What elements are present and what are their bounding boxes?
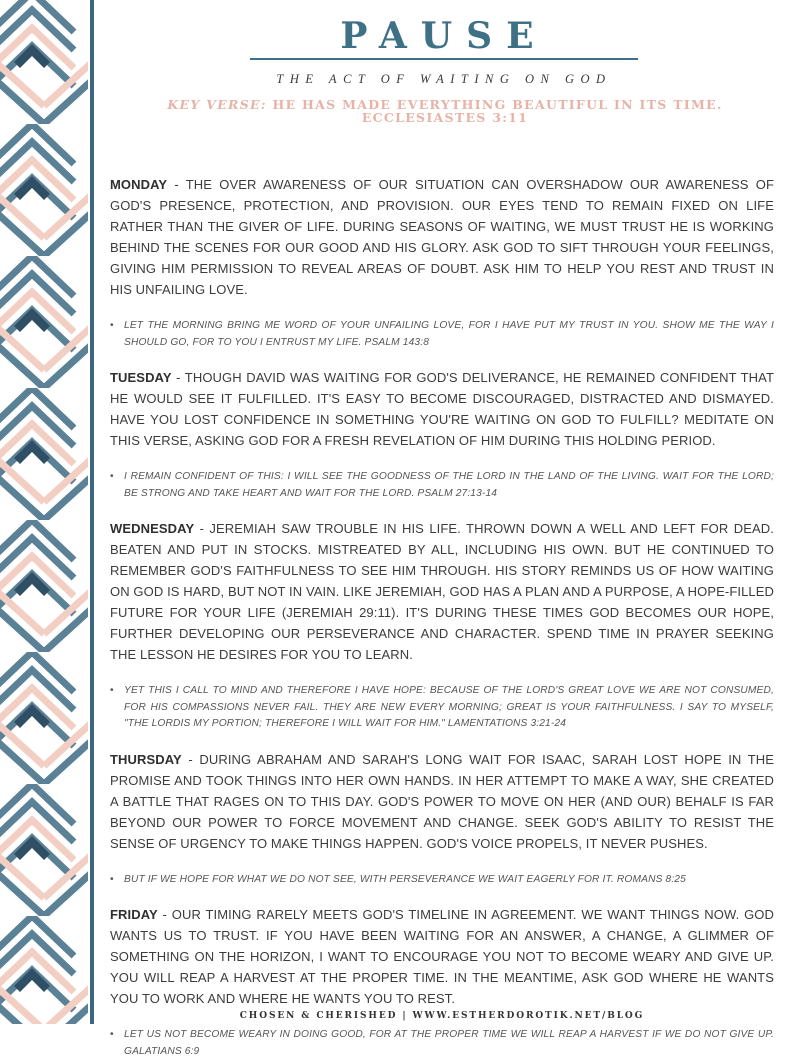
day-paragraph	[110, 904, 774, 1009]
chevron-pattern-icon	[0, 0, 88, 1024]
day-text: - DURING ABRAHAM AND SARAH'S LONG WAIT FOR ISAAC, SARAH LOST HOPE IN THE PROMISE AND TOOK THINGS INTO HER OWN HANDS. IN HER ATTEMPT TO MAKE A WAY, SHE CREATED A BATTLE THAT RAGES ON TO THIS DAY. GOD'S POWER TO MOVE ON HER (AND OUR) BEHALF IS FAR BEYOND OUR POWER TO FORCE MOVEMENT AND CHANGE. SEEK GOD'S ABILITY TO RESIST THE SENSE OF URGENCY TO MAKE THINGS HAPPEN. GOD'S VOICE PROPELS, IT NEVER PUSHES.	[110, 751, 774, 851]
day-name: MONDAY	[110, 177, 168, 192]
day-paragraph	[110, 174, 774, 300]
day-text: - JEREMIAH SAW TROUBLE IN HIS LIFE. THROWN DOWN A WELL AND LEFT FOR DEAD. BEATEN AND PUT IN STOCKS. MISTREATED BY ALL, INCLUDING HIS OWN. BUT HE CONTINUED TO REMEMBER GOD'S FAITHFULNESS TO SEE HIM THROUGH. HIS STORY REMINDS US OF HOW WAITING ON GOD IS HARD, BUT NOT IN VAIN. LIKE JEREMIAH, GOD HAS A PLAN AND A PURPOSE, A HOPE-FILLED FUTURE FOR YOUR LIFE (JEREMIAH 29:11). IT'S DURING THESE TIMES GOD BECOMES OUR HOPE, FURTHER DEVELOPING OUR PERSEVERANCE AND CHARACTER. SPEND TIME IN PRAYER SEEKING THE LESSON HE DESIRES FOR YOU TO LEARN.	[110, 521, 774, 662]
day-paragraph	[110, 749, 774, 854]
verse-bullet: • YET THIS I CALL TO MIND AND THEREFORE I HAVE HOPE: BECAUSE OF THE LORD'S GREAT LOVE WE ARE NOT CONSUMED, FOR HIS COMPASSIONS NEVER FAIL. THEY ARE NEW EVERY MORNING; GREAT IS YOUR FAITHFULNESS. I SAY TO MYSELF, "THE LORDIS MY PORTION; THEREFORE I WILL WAIT FOR HIM." LAMENTATIONS 3:21-24	[110, 683, 774, 733]
day-name: THURSDAY	[110, 751, 182, 767]
verse-bullet: • LET US NOT BECOME WEARY IN DOING GOOD, FOR AT THE PROPER TIME WE WILL REAP A HARVEST IF WE DO NOT GIVE UP. GALATIANS 6:9	[110, 1027, 774, 1060]
day-paragraph	[110, 518, 774, 665]
day-text: - THOUGH DAVID WAS WAITING FOR GOD'S DELIVERANCE, HE REMAINED CONFIDENT THAT HE WOULD SEE IT FULFILLED. IT'S EASY TO BECOME DISCOURAGED, DISTRACTED AND DISMAYED. HAVE YOU LOST CONFIDENCE IN SOMETHING YOU'RE WAITING ON GOD TO FULFILL? MEDITATE ON THIS VERSE, ASKING GOD FOR A FRESH REVELATION OF HIM DURING THIS HOLDING PERIOD.	[110, 370, 774, 448]
day-name: TUESDAY	[110, 370, 172, 385]
day-name: FRIDAY	[110, 907, 158, 922]
day-section-tuesday	[110, 367, 774, 502]
title-underline	[250, 58, 638, 60]
page-content	[110, 0, 774, 1060]
verse-bullet: • LET THE MORNING BRING ME WORD OF YOUR UNFAILING LOVE, FOR I HAVE PUT MY TRUST IN YOU. SHOW ME THE WAY I SHOULD GO, FOR TO YOU I ENTRUST MY LIFE. PSALM 143:8	[110, 318, 774, 351]
day-name: WEDNESDAY	[110, 521, 195, 536]
chevron-pattern-border	[0, 0, 88, 1024]
day-paragraph	[110, 367, 774, 451]
verse-bullet: • I REMAIN CONFIDENT OF THIS: I WILL SEE THE GOODNESS OF THE LORD IN THE LAND OF THE LIVING. WAIT FOR THE LORD; BE STRONG AND TAKE HEART AND WAIT FOR THE LORD. PSALM 27:13-14	[110, 469, 774, 502]
day-section-monday	[110, 174, 774, 351]
day-section-thursday	[110, 749, 774, 889]
key-verse	[150, 98, 740, 124]
day-text: - OUR TIMING RARELY MEETS GOD'S TIMELINE IN AGREEMENT. WE WANT THINGS NOW. GOD WANTS US TO TRUST. IF YOU HAVE BEEN WAITING FOR AN ANSWER, A CHANGE, A GLIMMER OF SOMETHING ON THE HORIZON, I WANT TO ENCOURAGE YOU NOT TO BECOME WEARY AND GIVE UP. YOU WILL REAP A HARVEST AT THE PROPER TIME. IN THE MEANTIME, ASK GOD WHERE HE WANTS YOU TO WORK AND WHERE HE WANTS YOU TO REST.	[110, 907, 774, 1006]
page-title: PAUSE	[340, 15, 548, 57]
page-header	[110, 0, 774, 160]
verse-bullet: • BUT IF WE HOPE FOR WHAT WE DO NOT SEE, WITH PERSEVERANCE WE WAIT EAGERLY FOR IT. ROMANS 8:25	[110, 872, 774, 889]
key-verse-text: HE HAS MADE EVERYTHING BEAUTIFUL IN ITS TIME. ECCLESIASTES 3:11	[272, 97, 723, 125]
day-section-friday	[110, 904, 774, 1060]
page-subtitle: THE ACT OF WAITING ON GOD	[276, 72, 612, 86]
page-footer: CHOSEN & CHERISHED | WWW.ESTHERDOROTIK.NET/BLOG	[239, 1011, 645, 1021]
day-section-wednesday	[110, 518, 774, 733]
day-text: - THE OVER AWARENESS OF OUR SITUATION CAN OVERSHADOW OUR AWARENESS OF GOD'S PRESENCE, PROTECTION, AND PROVISION. OUR EYES TEND TO REMAIN FIXED ON LIFE RATHER THAN THE GIVER OF LIFE. DURING SEASONS OF WAITING, WE MUST TRUST HE IS WORKING BEHIND THE SCENES FOR OUR GOOD AND HIS GLORY. ASK GOD TO SIFT THROUGH YOUR FEELINGS, GIVING HIM PERMISSION TO REVEAL AREAS OF DOUBT. ASK HIM TO HELP YOU REST AND TRUST IN HIS UNFAILING LOVE.	[110, 177, 774, 297]
border-divider-line	[90, 0, 94, 1024]
key-verse-label: KEY VERSE:	[167, 97, 267, 112]
